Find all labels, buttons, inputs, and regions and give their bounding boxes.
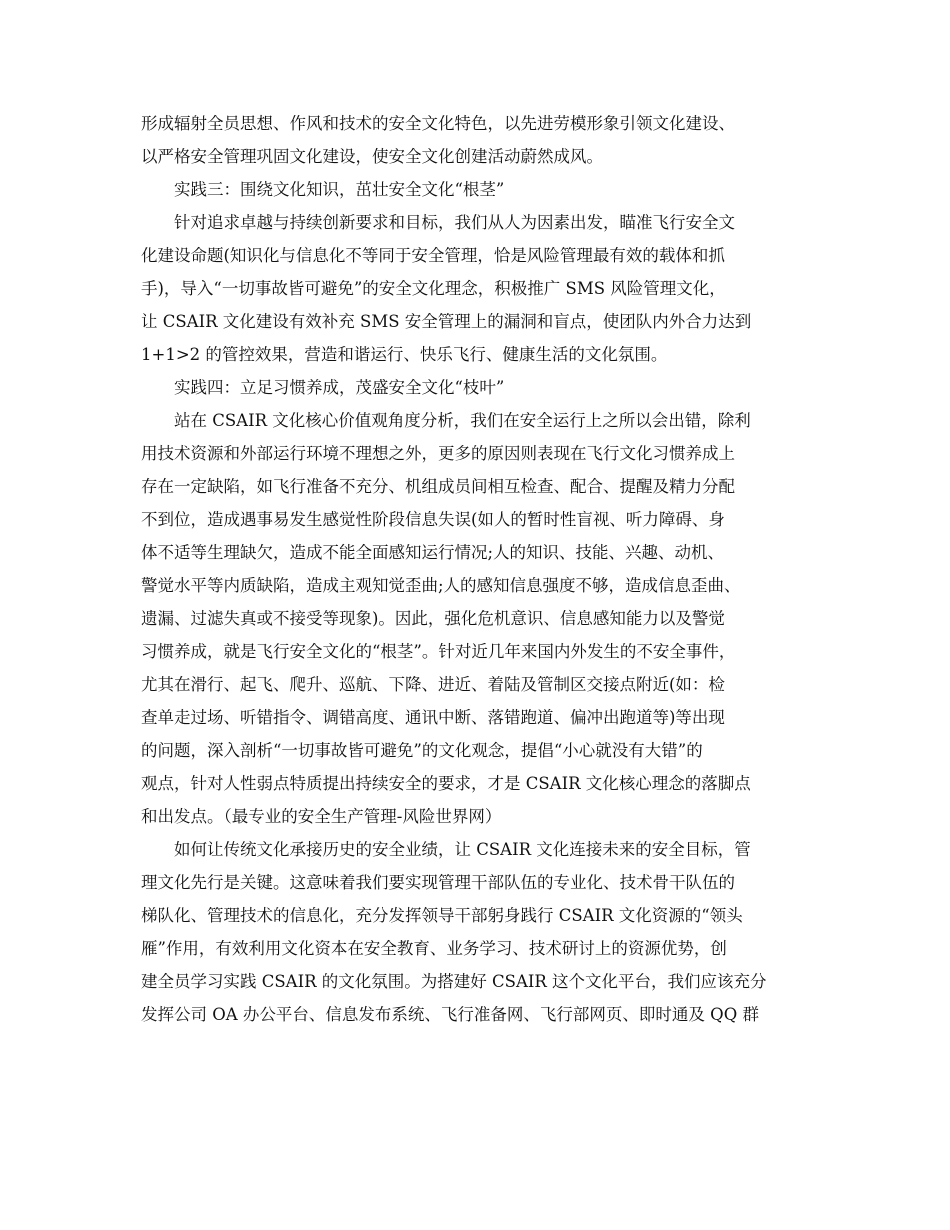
body-line: 化建设命题(知识化与信息化不等同于安全管理，恰是风险管理最有效的载体和抓	[141, 246, 725, 265]
body-line: 查单走过场、听错指令、调错高度、通讯中断、落错跑道、偏冲出跑道等)等出现	[141, 708, 725, 727]
document-body	[141, 107, 831, 1031]
body-line: 以严格安全管理巩固文化建设，使安全文化创建活动蔚然成风。	[141, 147, 603, 166]
body-line: 发挥公司 OA 办公平台、信息发布系统、飞行准备网、飞行部网页、即时通及 QQ 群	[141, 1005, 759, 1024]
body-line: 警觉水平等内质缺陷，造成主观知觉歪曲;人的感知信息强度不够，造成信息歪曲、	[141, 576, 741, 595]
body-line: 让 CSAIR 文化建设有效补充 SMS 安全管理上的漏洞和盲点，使团队内外合力达到	[141, 312, 752, 331]
body-line: 不到位，造成遇事易发生感觉性阶段信息失误(如人的暂时性盲视、听力障碍、身	[141, 510, 725, 529]
body-line: 手)，导入“一切事故皆可避免”的安全文化理念，积极推广 SMS 风险管理文化，	[141, 279, 726, 298]
body-line: 1+1>2 的管控效果，营造和谐运行、快乐飞行、健康生活的文化氛围。	[141, 345, 668, 364]
body-line: 的问题，深入剖析“一切事故皆可避免”的文化观念，提倡“小心就没有大错”的	[141, 741, 703, 760]
body-line: 习惯养成，就是飞行安全文化的“根茎”。针对近几年来国内外发生的不安全事件，	[141, 642, 736, 661]
body-line: 如何让传统文化承接历史的安全业绩，让 CSAIR 文化连接未来的安全目标，管	[174, 840, 751, 859]
body-line: 尤其在滑行、起飞、爬升、巡航、下降、进近、着陆及管制区交接点附近(如：检	[141, 675, 725, 694]
body-line: 和出发点。（最专业的安全生产管理-风险世界网）	[141, 807, 502, 826]
body-line: 存在一定缺陷，如飞行准备不充分、机组成员间相互检查、配合、提醒及精力分配	[141, 477, 735, 496]
section-heading-practice-three: 实践三：围绕文化知识，茁壮安全文化“根茎”	[174, 180, 505, 199]
body-line: 建全员学习实践 CSAIR 的文化氛围。为搭建好 CSAIR 这个文化平台，我们应该充分	[141, 972, 767, 991]
body-line: 遗漏、过滤失真或不接受等现象)。因此，强化危机意识、信息感知能力以及警觉	[141, 609, 725, 628]
body-line: 梯队化、管理技术的信息化，充分发挥领导干部躬身践行 CSAIR 文化资源的“领头	[141, 906, 743, 925]
body-line: 站在 CSAIR 文化核心价值观角度分析，我们在安全运行上之所以会出错，除利	[174, 411, 751, 430]
body-line: 形成辐射全员思想、作风和技术的安全文化特色，以先进劳模形象引领文化建设、	[141, 114, 735, 133]
body-line: 理文化先行是关键。这意味着我们要实现管理干部队伍的专业化、技术骨干队伍的	[141, 873, 735, 892]
body-line: 观点，针对人性弱点特质提出持续安全的要求，才是 CSAIR 文化核心理念的落脚点	[141, 774, 751, 793]
section-heading-practice-four: 实践四：立足习惯养成，茂盛安全文化“枝叶”	[174, 378, 505, 397]
body-line: 体不适等生理缺欠，造成不能全面感知运行情况;人的知识、技能、兴趣、动机、	[141, 543, 725, 562]
body-line: 雁”作用，有效利用文化资本在安全教育、业务学习、技术研讨上的资源优势，创	[141, 939, 727, 958]
body-line: 针对追求卓越与持续创新要求和目标，我们从人为因素出发，瞄准飞行安全文	[174, 213, 735, 232]
body-line: 用技术资源和外部运行环境不理想之外，更多的原因则表现在飞行文化习惯养成上	[141, 444, 735, 463]
